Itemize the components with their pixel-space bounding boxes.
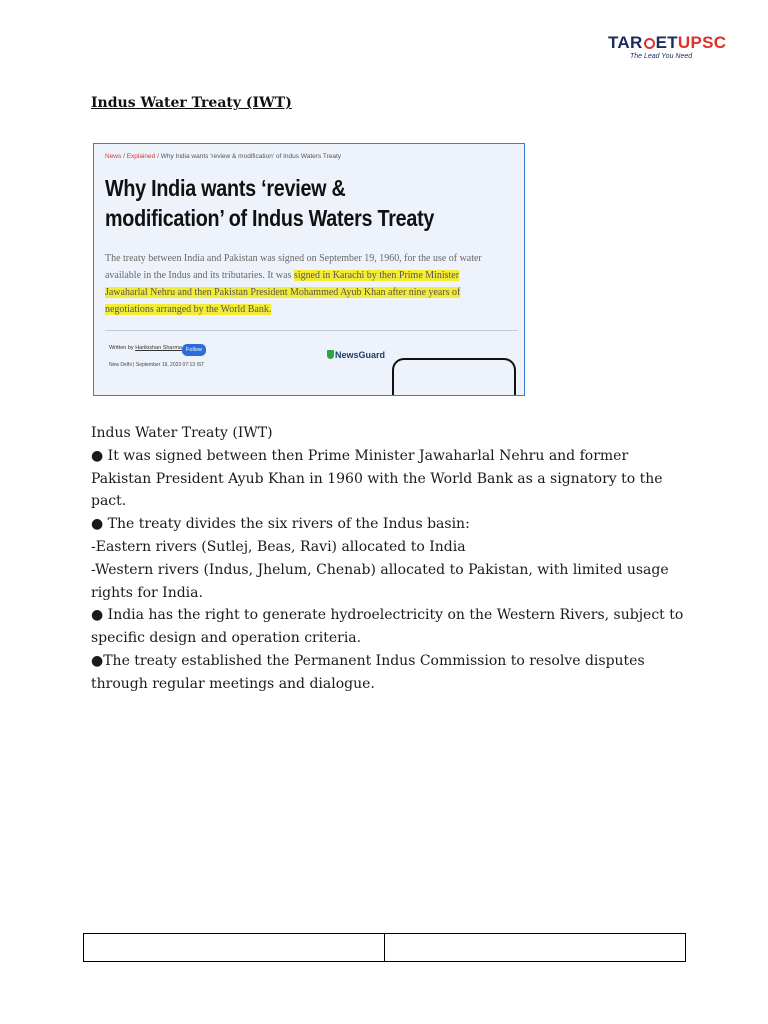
- notes-body: [91, 422, 691, 696]
- logo-wordmark: TAR ETUPSC: [608, 33, 727, 52]
- newsguard-badge: [327, 350, 385, 360]
- byline: [109, 345, 182, 351]
- divider: [105, 330, 518, 331]
- article-paragraph-text: The treaty between India and Pakistan was signed on September 19, 1960, for the use of water available in the Indus and its tributaries. It was: [105, 253, 482, 281]
- newsguard-label: NewsGuard: [335, 350, 386, 360]
- notes-heading: Indus Water Treaty (IWT): [91, 425, 273, 441]
- notes-paragraph: ●The treaty established the Permanent Indus Commission to resolve disputes through regular meetings and dialogue.: [91, 652, 645, 692]
- device-frame: [392, 358, 516, 396]
- notes-paragraph: ● It was signed between then Prime Minister Jawaharlal Nehru and former Pakistan President Ayub Khan in 1960 with the World Bank as a signatory to the pact.: [91, 447, 663, 510]
- table-cell: [384, 934, 685, 961]
- notes-paragraph: -Eastern rivers (Sutlej, Beas, Ravi) allocated to India: [91, 538, 466, 555]
- article-headline: Why India wants ‘review & modification’ of Indus Waters Treaty: [105, 175, 435, 231]
- news-article-screenshot: [93, 143, 525, 396]
- footer-table: [83, 933, 686, 962]
- breadcrumb-news: News: [105, 153, 122, 160]
- author-link: Harikishan Sharma: [135, 345, 182, 351]
- notes-paragraph: ● The treaty divides the six rivers of the Indus basin:: [91, 516, 470, 533]
- breadcrumb: [105, 153, 341, 160]
- breadcrumb-current: Why India wants 'review & modification' of Indus Waters Treaty: [160, 153, 342, 160]
- dateline: New Delhi | September 19, 2023 07:13 IST: [109, 362, 205, 368]
- breadcrumb-explained: Explained: [126, 153, 156, 160]
- target-icon: [644, 38, 655, 49]
- targetupsc-logo: [608, 33, 727, 64]
- document-title: Indus Water Treaty (IWT): [91, 95, 292, 111]
- breadcrumb-separator: /: [123, 153, 125, 160]
- follow-button: Follow: [182, 344, 206, 356]
- logo-tagline: The Lead You Need: [630, 53, 693, 60]
- table-cell: [84, 934, 384, 961]
- notes-paragraph: -Western rivers (Indus, Jhelum, Chenab) allocated to Pakistan, with limited usage rights for India.: [91, 561, 669, 601]
- article-paragraph: [105, 250, 497, 318]
- written-by-label: Written by: [109, 345, 136, 351]
- notes-paragraph: ● India has the right to generate hydroelectricity on the Western Rivers, subject to specific design and operation criteria.: [91, 607, 684, 647]
- breadcrumb-separator: /: [157, 153, 159, 160]
- highlighted-text: signed in Karachi by then Prime Minister Jawaharlal Nehru and then Pakistan President Mohammed Ayub Khan after nine years of negotiations arranged by the World Bank.: [105, 270, 461, 315]
- shield-icon: [327, 350, 334, 359]
